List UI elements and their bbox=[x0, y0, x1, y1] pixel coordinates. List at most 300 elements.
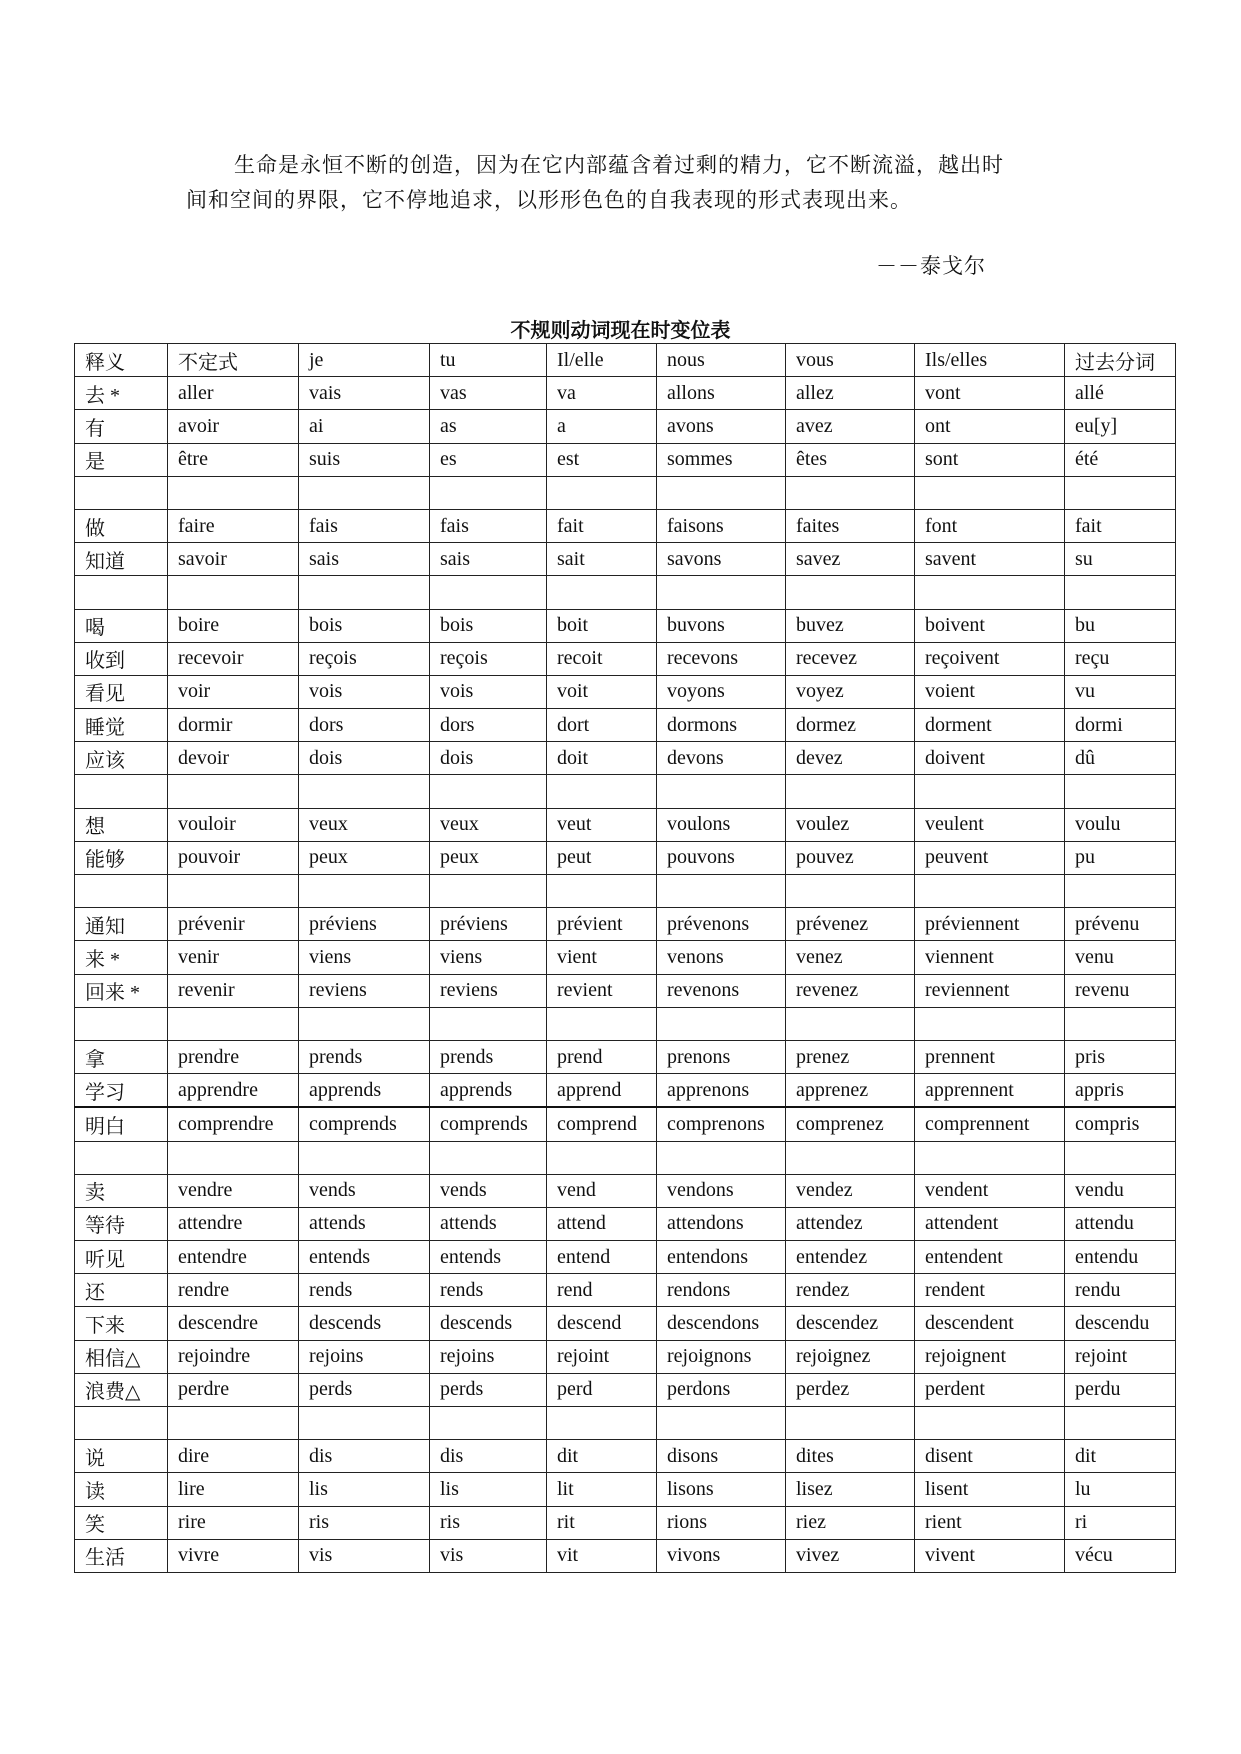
table-cell: apprenons bbox=[657, 1074, 786, 1108]
table-cell: prends bbox=[299, 1040, 430, 1073]
table-cell: allons bbox=[657, 377, 786, 410]
table-cell: apprends bbox=[299, 1074, 430, 1108]
table-cell: dors bbox=[430, 709, 547, 742]
table-cell: entendu bbox=[1065, 1241, 1176, 1274]
table-row bbox=[75, 1307, 1176, 1340]
table-cell: Il/elle bbox=[547, 344, 657, 377]
table-cell: venir bbox=[168, 941, 299, 974]
table-cell: attends bbox=[430, 1207, 547, 1240]
table-row bbox=[75, 642, 1176, 675]
table-cell: lis bbox=[430, 1473, 547, 1506]
table-row bbox=[75, 609, 1176, 642]
table-cell: attendre bbox=[168, 1207, 299, 1240]
table-cell: vendent bbox=[915, 1174, 1065, 1207]
table-cell bbox=[1065, 576, 1176, 609]
table-cell: 喝 bbox=[75, 609, 168, 642]
table-cell bbox=[430, 775, 547, 808]
table-cell: ont bbox=[915, 410, 1065, 443]
table-cell: savoir bbox=[168, 543, 299, 576]
table-cell: sait bbox=[547, 543, 657, 576]
table-cell: recoit bbox=[547, 642, 657, 675]
table-cell: comprenez bbox=[786, 1107, 915, 1141]
table-cell: Ils/elles bbox=[915, 344, 1065, 377]
table-cell: revenu bbox=[1065, 974, 1176, 1007]
table-cell: vécu bbox=[1065, 1539, 1176, 1572]
table-cell: dit bbox=[547, 1440, 657, 1473]
table-cell: va bbox=[547, 377, 657, 410]
table-cell: ris bbox=[299, 1506, 430, 1539]
table-cell: rit bbox=[547, 1506, 657, 1539]
table-cell: lit bbox=[547, 1473, 657, 1506]
table-cell: perds bbox=[430, 1373, 547, 1406]
table-cell: lu bbox=[1065, 1473, 1176, 1506]
table-cell: attendons bbox=[657, 1207, 786, 1240]
table-cell: 应该 bbox=[75, 742, 168, 775]
table-cell: disons bbox=[657, 1440, 786, 1473]
table-cell: dû bbox=[1065, 742, 1176, 775]
table-cell: rejoignent bbox=[915, 1340, 1065, 1373]
table-row bbox=[75, 443, 1176, 476]
table-cell: nous bbox=[657, 344, 786, 377]
table-cell bbox=[168, 1007, 299, 1040]
table-cell: dormons bbox=[657, 709, 786, 742]
table-cell: dois bbox=[299, 742, 430, 775]
table-cell bbox=[1065, 476, 1176, 509]
table-cell: revenez bbox=[786, 974, 915, 1007]
table-cell: tu bbox=[430, 344, 547, 377]
table-cell: descends bbox=[430, 1307, 547, 1340]
table-cell bbox=[299, 875, 430, 908]
table-cell: faites bbox=[786, 509, 915, 542]
table-cell: 读 bbox=[75, 1473, 168, 1506]
epigraph-quote bbox=[186, 148, 1066, 218]
table-cell bbox=[1065, 775, 1176, 808]
table-cell: es bbox=[430, 443, 547, 476]
table-cell: 相信△ bbox=[75, 1340, 168, 1373]
table-row bbox=[75, 941, 1176, 974]
table-cell bbox=[547, 576, 657, 609]
quote-line-2: 间和空间的界限，它不停地追求，以形形色色的自我表现的形式表现出来。 bbox=[186, 188, 912, 212]
table-row bbox=[75, 1241, 1176, 1274]
table-cell bbox=[786, 1141, 915, 1174]
table-cell: comprendre bbox=[168, 1107, 299, 1141]
table-cell: 还 bbox=[75, 1274, 168, 1307]
table-cell: préviens bbox=[430, 908, 547, 941]
table-cell bbox=[915, 775, 1065, 808]
table-row bbox=[75, 908, 1176, 941]
table-cell: descend bbox=[547, 1307, 657, 1340]
table-cell: allé bbox=[1065, 377, 1176, 410]
table-title: 不规则动词现在时变位表 bbox=[510, 320, 731, 342]
table-cell: rendu bbox=[1065, 1274, 1176, 1307]
table-cell: recevons bbox=[657, 642, 786, 675]
table-cell: perdez bbox=[786, 1373, 915, 1406]
table-cell: voulons bbox=[657, 808, 786, 841]
table-cell bbox=[915, 1407, 1065, 1440]
table-cell: devons bbox=[657, 742, 786, 775]
table-row bbox=[75, 808, 1176, 841]
table-row bbox=[75, 1107, 1176, 1141]
table-cell: vivons bbox=[657, 1539, 786, 1572]
table-cell: voyons bbox=[657, 675, 786, 708]
table-cell: viens bbox=[299, 941, 430, 974]
table-cell: entendons bbox=[657, 1241, 786, 1274]
table-cell: fait bbox=[547, 509, 657, 542]
table-cell: descendons bbox=[657, 1307, 786, 1340]
table-cell: as bbox=[430, 410, 547, 443]
table-row bbox=[75, 410, 1176, 443]
table-cell: 过去分词 bbox=[1065, 344, 1176, 377]
table-cell: apprennent bbox=[915, 1074, 1065, 1108]
quote-line-1: 生命是永恒不断的创造，因为在它内部蕴含着过剩的精力，它不断流溢，越出时 bbox=[234, 153, 1004, 177]
table-cell: entends bbox=[299, 1241, 430, 1274]
table-cell: apprends bbox=[430, 1074, 547, 1108]
table-cell: peux bbox=[430, 841, 547, 874]
table-row bbox=[75, 543, 1176, 576]
table-cell: rejoint bbox=[1065, 1340, 1176, 1373]
table-cell: appris bbox=[1065, 1074, 1176, 1108]
table-row bbox=[75, 1473, 1176, 1506]
table-cell: 是 bbox=[75, 443, 168, 476]
table-cell: voulu bbox=[1065, 808, 1176, 841]
table-cell: 浪费△ bbox=[75, 1373, 168, 1406]
table-cell: fait bbox=[1065, 509, 1176, 542]
table-cell: prévient bbox=[547, 908, 657, 941]
table-cell: revenons bbox=[657, 974, 786, 1007]
table-cell bbox=[299, 476, 430, 509]
table-cell: eu[y] bbox=[1065, 410, 1176, 443]
table-cell: vient bbox=[547, 941, 657, 974]
table-cell bbox=[657, 576, 786, 609]
table-cell: voulez bbox=[786, 808, 915, 841]
table-row bbox=[75, 1174, 1176, 1207]
table-cell: pouvons bbox=[657, 841, 786, 874]
table-cell: devez bbox=[786, 742, 915, 775]
table-cell: dormir bbox=[168, 709, 299, 742]
table-cell: rendent bbox=[915, 1274, 1065, 1307]
table-cell bbox=[915, 476, 1065, 509]
table-cell: comprennent bbox=[915, 1107, 1065, 1141]
table-row bbox=[75, 1274, 1176, 1307]
table-cell bbox=[430, 1007, 547, 1040]
table-cell: descends bbox=[299, 1307, 430, 1340]
table-cell: perdons bbox=[657, 1373, 786, 1406]
table-cell bbox=[75, 1407, 168, 1440]
table-cell bbox=[430, 576, 547, 609]
table-cell: rejoignez bbox=[786, 1340, 915, 1373]
table-cell: savez bbox=[786, 543, 915, 576]
table-cell: 说 bbox=[75, 1440, 168, 1473]
table-cell bbox=[657, 1407, 786, 1440]
table-cell bbox=[75, 576, 168, 609]
table-cell: prévenir bbox=[168, 908, 299, 941]
table-cell: rendez bbox=[786, 1274, 915, 1307]
table-cell: vis bbox=[299, 1539, 430, 1572]
table-cell: vendez bbox=[786, 1174, 915, 1207]
table-cell: prennent bbox=[915, 1040, 1065, 1073]
table-cell: riez bbox=[786, 1506, 915, 1539]
table-cell: venu bbox=[1065, 941, 1176, 974]
table-cell bbox=[430, 875, 547, 908]
table-cell: 释义 bbox=[75, 344, 168, 377]
table-cell bbox=[657, 1141, 786, 1174]
table-cell: reçois bbox=[430, 642, 547, 675]
table-cell: 卖 bbox=[75, 1174, 168, 1207]
table-cell: savons bbox=[657, 543, 786, 576]
table-cell: vendu bbox=[1065, 1174, 1176, 1207]
table-cell: suis bbox=[299, 443, 430, 476]
table-cell bbox=[1065, 1141, 1176, 1174]
table-cell: a bbox=[547, 410, 657, 443]
table-cell bbox=[75, 1007, 168, 1040]
table-cell: compris bbox=[1065, 1107, 1176, 1141]
table-cell: 做 bbox=[75, 509, 168, 542]
table-cell bbox=[786, 476, 915, 509]
table-row bbox=[75, 742, 1176, 775]
table-cell: 去 * bbox=[75, 377, 168, 410]
table-cell: 听见 bbox=[75, 1241, 168, 1274]
table-cell bbox=[168, 775, 299, 808]
conjugation-table-body bbox=[75, 344, 1176, 1573]
table-cell: vivre bbox=[168, 1539, 299, 1572]
table-cell: descendent bbox=[915, 1307, 1065, 1340]
table-cell: doivent bbox=[915, 742, 1065, 775]
table-cell: vois bbox=[430, 675, 547, 708]
table-row bbox=[75, 1040, 1176, 1073]
table-cell: voyez bbox=[786, 675, 915, 708]
table-cell bbox=[1065, 875, 1176, 908]
table-cell: perdent bbox=[915, 1373, 1065, 1406]
table-cell: venons bbox=[657, 941, 786, 974]
table-cell bbox=[75, 875, 168, 908]
table-cell: recevoir bbox=[168, 642, 299, 675]
table-cell: rendons bbox=[657, 1274, 786, 1307]
table-row bbox=[75, 576, 1176, 609]
table-cell bbox=[547, 1407, 657, 1440]
table-row bbox=[75, 775, 1176, 808]
table-cell: peut bbox=[547, 841, 657, 874]
table-row bbox=[75, 509, 1176, 542]
table-cell: su bbox=[1065, 543, 1176, 576]
table-cell: vivez bbox=[786, 1539, 915, 1572]
table-cell: lisez bbox=[786, 1473, 915, 1506]
table-cell: reçois bbox=[299, 642, 430, 675]
table-row bbox=[75, 709, 1176, 742]
table-cell: prend bbox=[547, 1040, 657, 1073]
table-cell: 拿 bbox=[75, 1040, 168, 1073]
table-cell: allez bbox=[786, 377, 915, 410]
table-cell: boivent bbox=[915, 609, 1065, 642]
table-cell bbox=[299, 1141, 430, 1174]
table-cell bbox=[547, 875, 657, 908]
table-cell bbox=[430, 476, 547, 509]
table-cell: prévenu bbox=[1065, 908, 1176, 941]
table-cell bbox=[1065, 1407, 1176, 1440]
table-cell: 知道 bbox=[75, 543, 168, 576]
table-row bbox=[75, 1340, 1176, 1373]
table-cell bbox=[168, 875, 299, 908]
table-cell: vouloir bbox=[168, 808, 299, 841]
table-row bbox=[75, 1207, 1176, 1240]
table-cell bbox=[657, 476, 786, 509]
table-cell: perdu bbox=[1065, 1373, 1176, 1406]
table-cell: est bbox=[547, 443, 657, 476]
table-cell: faisons bbox=[657, 509, 786, 542]
table-cell: entend bbox=[547, 1241, 657, 1274]
table-cell: rendre bbox=[168, 1274, 299, 1307]
table-row bbox=[75, 875, 1176, 908]
table-cell bbox=[915, 576, 1065, 609]
table-cell: être bbox=[168, 443, 299, 476]
table-cell: descendu bbox=[1065, 1307, 1176, 1340]
table-cell: pouvez bbox=[786, 841, 915, 874]
table-header-row bbox=[75, 344, 1176, 377]
table-cell: vu bbox=[1065, 675, 1176, 708]
table-cell: revenir bbox=[168, 974, 299, 1007]
table-cell: veut bbox=[547, 808, 657, 841]
table-cell: perds bbox=[299, 1373, 430, 1406]
table-cell: rejoins bbox=[299, 1340, 430, 1373]
table-cell: 下来 bbox=[75, 1307, 168, 1340]
table-cell: dorment bbox=[915, 709, 1065, 742]
table-cell: sais bbox=[430, 543, 547, 576]
table-cell bbox=[168, 476, 299, 509]
table-cell bbox=[786, 1407, 915, 1440]
table-cell: voit bbox=[547, 675, 657, 708]
table-cell: bois bbox=[299, 609, 430, 642]
table-cell: bu bbox=[1065, 609, 1176, 642]
table-cell: savent bbox=[915, 543, 1065, 576]
table-cell bbox=[786, 1007, 915, 1040]
table-cell: perdre bbox=[168, 1373, 299, 1406]
table-cell bbox=[657, 1007, 786, 1040]
table-cell: sommes bbox=[657, 443, 786, 476]
table-cell: 笑 bbox=[75, 1506, 168, 1539]
table-row bbox=[75, 1539, 1176, 1572]
table-cell: entendez bbox=[786, 1241, 915, 1274]
table-cell: 等待 bbox=[75, 1207, 168, 1240]
table-cell bbox=[786, 576, 915, 609]
table-cell: comprends bbox=[299, 1107, 430, 1141]
table-cell: entends bbox=[430, 1241, 547, 1274]
table-cell bbox=[75, 1141, 168, 1174]
table-cell: bois bbox=[430, 609, 547, 642]
table-cell: dis bbox=[430, 1440, 547, 1473]
table-cell: rend bbox=[547, 1274, 657, 1307]
table-cell: dormez bbox=[786, 709, 915, 742]
table-cell bbox=[299, 1407, 430, 1440]
table-cell: êtes bbox=[786, 443, 915, 476]
table-cell: rejoignons bbox=[657, 1340, 786, 1373]
table-cell: vends bbox=[299, 1174, 430, 1207]
table-cell: doit bbox=[547, 742, 657, 775]
table-cell: reçoivent bbox=[915, 642, 1065, 675]
table-cell: 不定式 bbox=[168, 344, 299, 377]
table-cell: 看见 bbox=[75, 675, 168, 708]
table-cell: ai bbox=[299, 410, 430, 443]
table-cell: dort bbox=[547, 709, 657, 742]
table-cell: peuvent bbox=[915, 841, 1065, 874]
table-row bbox=[75, 377, 1176, 410]
table-cell: attendu bbox=[1065, 1207, 1176, 1240]
table-cell: attend bbox=[547, 1207, 657, 1240]
table-cell bbox=[786, 775, 915, 808]
table-cell: veux bbox=[430, 808, 547, 841]
table-cell: boit bbox=[547, 609, 657, 642]
table-cell bbox=[657, 875, 786, 908]
table-row bbox=[75, 1506, 1176, 1539]
table-cell: fais bbox=[299, 509, 430, 542]
table-cell: boire bbox=[168, 609, 299, 642]
table-cell: 有 bbox=[75, 410, 168, 443]
table-cell: reviennent bbox=[915, 974, 1065, 1007]
table-cell: 生活 bbox=[75, 1539, 168, 1572]
table-cell bbox=[547, 476, 657, 509]
table-cell: prendre bbox=[168, 1040, 299, 1073]
table-cell: prenons bbox=[657, 1040, 786, 1073]
table-cell: prévenons bbox=[657, 908, 786, 941]
table-cell: vend bbox=[547, 1174, 657, 1207]
table-cell: faire bbox=[168, 509, 299, 542]
table-cell: prends bbox=[430, 1040, 547, 1073]
table-cell: vendre bbox=[168, 1174, 299, 1207]
table-cell: voient bbox=[915, 675, 1065, 708]
table-cell: rire bbox=[168, 1506, 299, 1539]
table-cell: apprend bbox=[547, 1074, 657, 1108]
table-row bbox=[75, 476, 1176, 509]
table-cell: pris bbox=[1065, 1040, 1176, 1073]
table-cell: dois bbox=[430, 742, 547, 775]
table-cell bbox=[915, 875, 1065, 908]
table-cell bbox=[168, 576, 299, 609]
table-cell bbox=[547, 1007, 657, 1040]
table-cell: préviens bbox=[299, 908, 430, 941]
table-cell: vas bbox=[430, 377, 547, 410]
table-cell: 明白 bbox=[75, 1107, 168, 1141]
table-cell: vous bbox=[786, 344, 915, 377]
table-cell: vends bbox=[430, 1174, 547, 1207]
table-cell: rejoint bbox=[547, 1340, 657, 1373]
table-cell: perd bbox=[547, 1373, 657, 1406]
table-cell: vendons bbox=[657, 1174, 786, 1207]
table-cell: rejoins bbox=[430, 1340, 547, 1373]
table-cell bbox=[299, 1007, 430, 1040]
table-cell: comprends bbox=[430, 1107, 547, 1141]
table-row bbox=[75, 841, 1176, 874]
table-row bbox=[75, 1141, 1176, 1174]
table-cell bbox=[915, 1141, 1065, 1174]
table-cell: apprenez bbox=[786, 1074, 915, 1108]
table-cell: sais bbox=[299, 543, 430, 576]
table-cell: préviennent bbox=[915, 908, 1065, 941]
table-cell: 来 * bbox=[75, 941, 168, 974]
table-cell: vivent bbox=[915, 1539, 1065, 1572]
table-cell: revient bbox=[547, 974, 657, 1007]
table-cell: lisent bbox=[915, 1473, 1065, 1506]
table-cell: vais bbox=[299, 377, 430, 410]
table-cell: dire bbox=[168, 1440, 299, 1473]
table-cell: dites bbox=[786, 1440, 915, 1473]
table-cell: comprend bbox=[547, 1107, 657, 1141]
table-cell: font bbox=[915, 509, 1065, 542]
table-row bbox=[75, 1407, 1176, 1440]
table-cell: apprendre bbox=[168, 1074, 299, 1108]
table-cell bbox=[168, 1141, 299, 1174]
table-cell: devoir bbox=[168, 742, 299, 775]
table-cell: 通知 bbox=[75, 908, 168, 941]
table-cell: 收到 bbox=[75, 642, 168, 675]
table-cell: ris bbox=[430, 1506, 547, 1539]
